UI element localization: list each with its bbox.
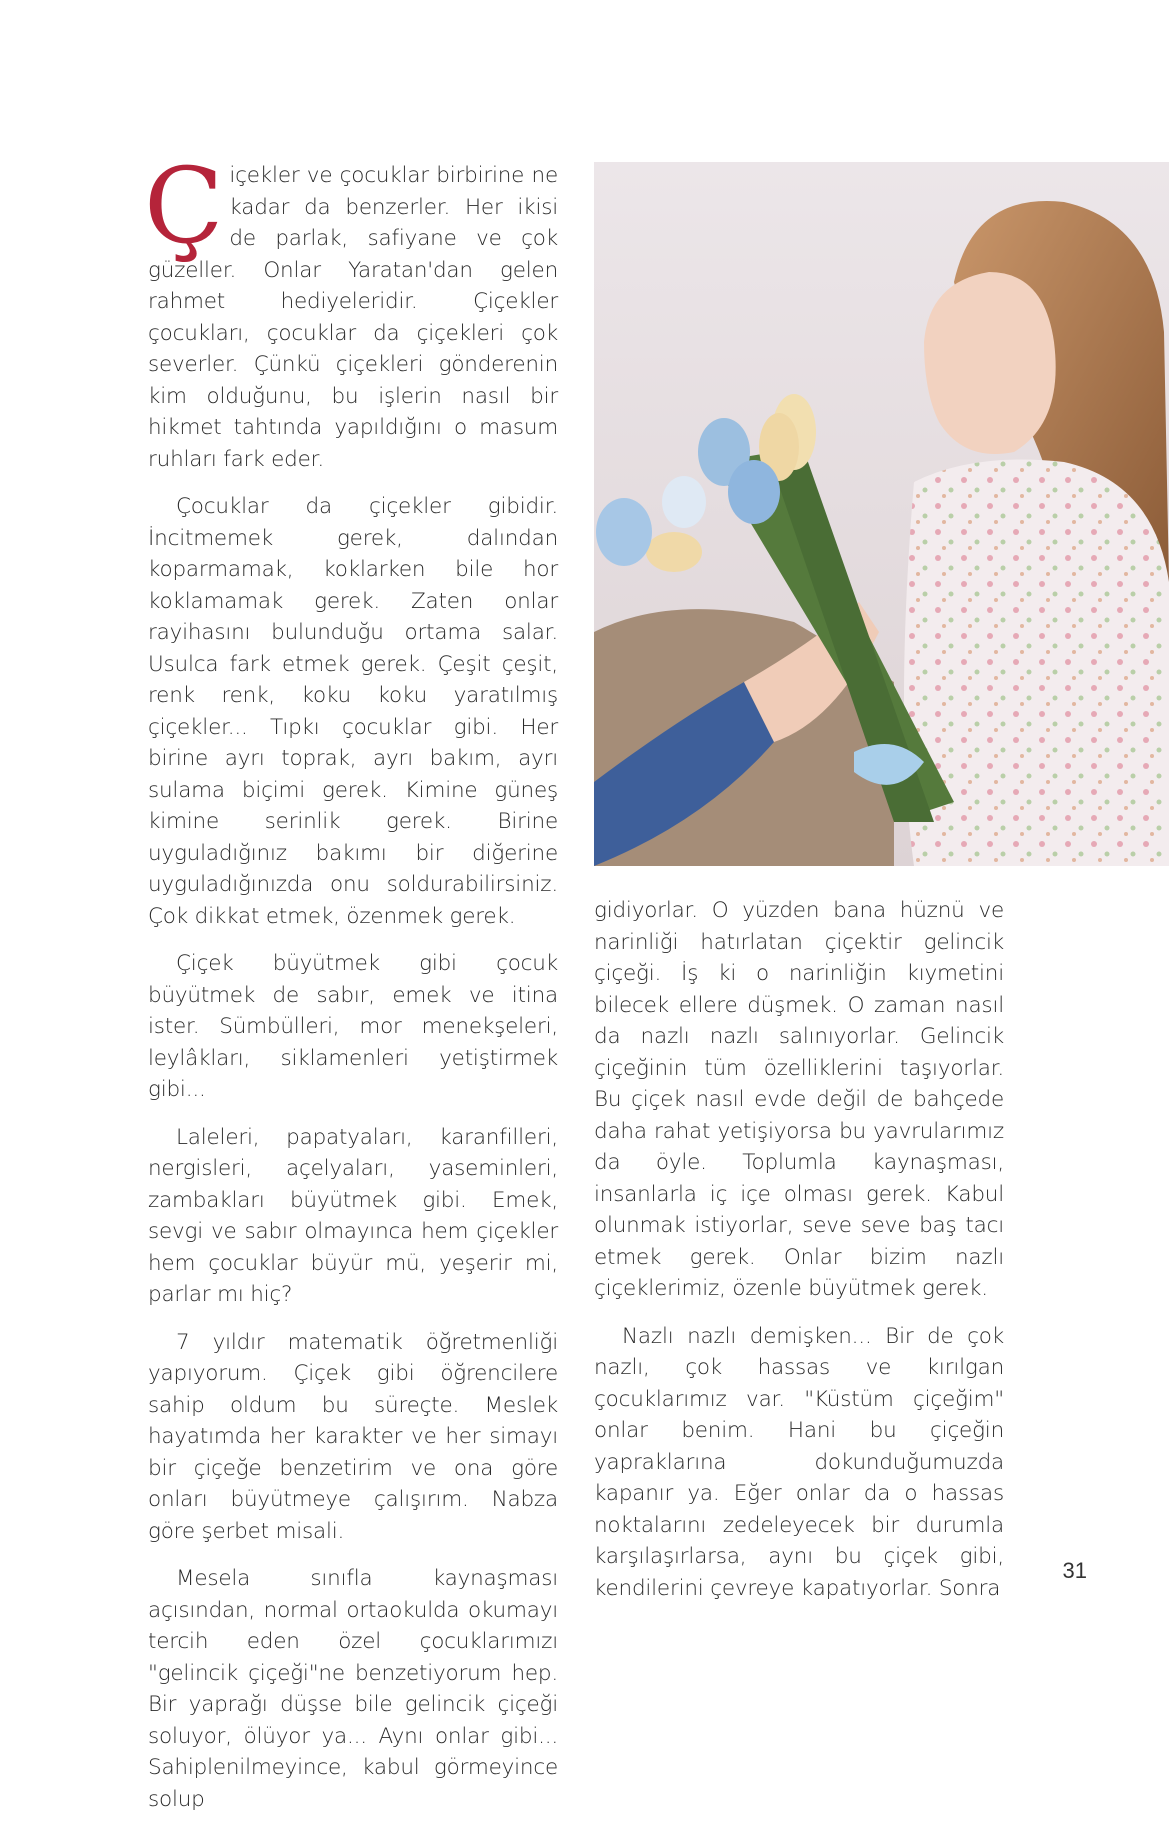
page-number: 31 (1062, 1558, 1087, 1583)
photo-girl-with-tulips (594, 162, 1169, 866)
drop-cap: Ç (144, 145, 224, 267)
paragraph: gidiyorlar. O yüzden bana hüznü ve narinliği hatırlatan çiçektir gelincik çiçeği. İş ki o narinliğin kıymetini bilecek ellere düşmek. O zaman nasıl da nazlı nazlı salınıyorlar. Gelincik çiçeğinin tüm özelliklerini taşıyorlar. Bu çiçek nasıl evde değil de bahçede daha rahat yetişiyorsa bu yavrularımız da öyle. Toplumla kaynaşması, insanlarla iç içe olması gerek. Kabul olunmak istiyorlar, seve seve baş tacı etmek gerek. Onlar bizim nazlı çiçeklerimiz, özenle büyütmek gerek. (594, 898, 1004, 1301)
paragraph: Laleleri, papatyaları, karanfilleri, nergisleri, açelyaları, yaseminleri, zambakları büyütmek gibi. Emek, sevgi ve sabır olmayınca hem çiçekler hem çocuklar büyür mü, yeşerir mi, parlar mı hiç? (148, 1124, 558, 1307)
paragraph (144, 145, 558, 475)
paragraph: Çiçek büyütmek gibi çocuk büyütmek de sabır, emek ve itina ister. Sümbülleri, mor menekşeleri, leylâkları, siklamenleri yetiştirmek gibi... (148, 951, 558, 1102)
paragraph: 7 yıldır matematik öğretmenliği yapıyorum. Çiçek gibi öğrencilere sahip oldum bu süreçte. Meslek hayatımda her karakter ve her simayı bir çiçeğe benzetirim ve ona göre onları büyütmeye çalışırım. Nabza göre şerbet misali. (148, 1329, 558, 1544)
left-column (144, 145, 558, 1831)
paragraph: Mesela sınıfla kaynaşması açısından, normal ortaokulda okumayı tercih eden özel çocuklarımızı "gelincik çiçeği"ne benzetiyorum hep. Bir yaprağı düşse bile gelincik çiçeği soluyor, ölüyor ya... Aynı onlar gibi... Sahiplenilmeyince, kabul görmeyince solup (148, 1566, 558, 1812)
paragraph: Çocuklar da çiçekler gibidir. İncitmemek gerek, dalından koparmamak, koklarken bile hor koklamamak gerek. Zaten onlar rayihasını bulunduğu ortama salar. Usulca fark etmek gerek. Çeşit çeşit, renk renk, koku koku yaratılmış çiçekler... Tıpkı çocuklar gibi. Her birine ayrı toprak, ayrı bakım, ayrı sulama biçimi gerek. Kimine güneş kimine serinlik gerek. Birine uyguladığınız bakımı bir diğerine uyguladığınızda onu soldurabilirsiniz. Çok dikkat etmek, özenmek gerek. (148, 494, 558, 929)
paragraph-text: içekler ve çocuklar birbirine ne kadar da benzerler. Her ikisi de parlak, safiyane ve çok güzeller. Onlar Yaratan'dan gelen rahmet hediyeleridir. Çiçekler çocukları, çocuklar da çiçekleri çok severler. Çünkü çiçekleri gönderenin kim olduğunu, bu işlerin nasıl bir hikmet tahtında yapıldığını o masum ruhları fark eder. (148, 163, 558, 472)
right-column (594, 895, 1004, 1620)
paragraph: Nazlı nazlı demişken... Bir de çok nazlı, çok hassas ve kırılgan çocuklarımız var. "Küstüm çiçeğim" onlar benim. Hani bu çiçeğin yapraklarına dokunduğumuzda kapanır ya. Eğer onlar da o hassas noktalarını zedeleyecek bir durumla karşılaşırlarsa, aynı bu çiçek gibi, kendilerini çevreye kapatıyorlar. Sonra (594, 1323, 1004, 1601)
